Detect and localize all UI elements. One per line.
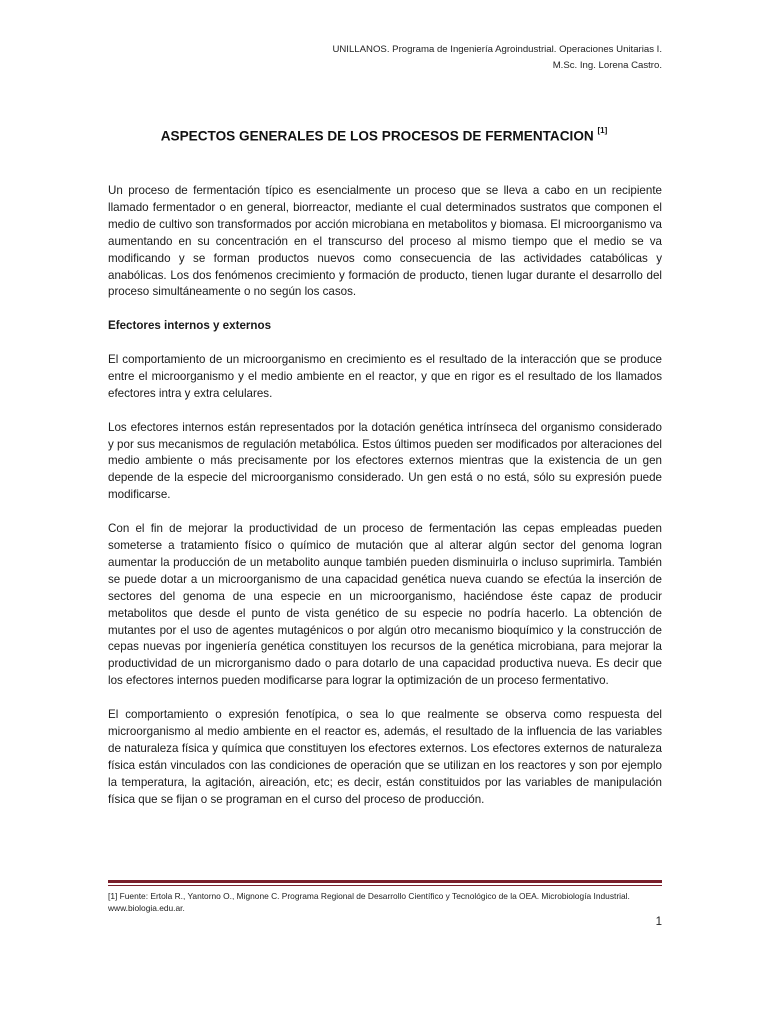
footnote-divider-thin	[108, 885, 662, 886]
paragraph-productivity: Con el fin de mejorar la productividad de un proceso de fermentación las cepas empleadas pueden someterse a tratamiento físico o químico de mutación que al alterar algún sector del genoma logran aumentar la producción de un metabolito aunque también pueden disminuirla o incluso suprimirla. También se puede dotar a un microorganismo de una capacidad genética nueva cuando se efectúa la inserción de sectores del genoma de una especie en un microorganismo, haciéndose éste capaz de producir metabolitos que desde el punto de vista genético de su especie no podría hacerlo. La obtención de mutantes por el uso de agentes mutagénicos o por algún otro mecanismo bioquímico y la construcción de cepas nuevas por ingeniería genética constituyen los recursos de la genética microbiana, para mejorar la productividad de un microrganismo dado o para dotarlo de una capacidad productiva nueva. Es decir que los efectores internos pueden modificarse para lograr la optimización de un proceso fermentativo.	[108, 522, 662, 688]
title-text: ASPECTOS GENERALES DE LOS PROCESOS DE FERMENTACION	[160, 128, 594, 144]
page-header	[332, 42, 662, 74]
paragraph-phenotypic-expression: El comportamiento o expresión fenotípica, o sea lo que realmente se observa como respuesta del microorganismo al medio ambiente en el reactor es, además, el resultado de la influencia de las variables de naturaleza física y química que constituyen los efectores externos. Los efectores externos de naturaleza física están vinculados con las condiciones de operación que se utilizan en los reactores y son por ejemplo la temperatura, la agitación, aireación, etc; es decir, están constituidos por las variables de manipulación física que se fijan o se programan en el curso del proceso de producción.	[108, 708, 662, 806]
page-number: 1	[655, 916, 662, 928]
paragraph-intro: Un proceso de fermentación típico es esencialmente un proceso que se lleva a cabo en un recipiente llamado fermentador o en general, biorreactor, mediante el cual determinados sustratos que componen el medio de cultivo son transformados por acción microbiana en metabolitos y biomasa. El microorganismo va aumentando en su concentración en el transcurso del proceso al mismo tiempo que el medio se va modificando y se forman productos nuevos como consecuencia de las actividades catabólicas y anabólicas. Los dos fenómenos crecimiento y formación de producto, tienen lugar durante el desarrollo del proceso simultáneamente o no según los casos.	[108, 184, 662, 299]
document-body	[108, 183, 662, 825]
footnote-divider-thick	[108, 880, 662, 883]
paragraph-internal-effectors: Los efectores internos están representados por la dotación genética intrínseca del organismo considerado y por sus mecanismos de regulación metabólica. Estos últimos pueden ser modificados por alteraciones del medio ambiente o más precisamente por los efectores externos mientras que la existencia de un gen depende de la especie del microorganismo considerado. Un gen está o no está, sólo su expresión puede modificarse.	[108, 420, 662, 502]
document-title	[0, 128, 768, 144]
header-line-author: M.Sc. Ing. Lorena Castro.	[552, 60, 662, 71]
section-heading: Efectores internos y externos	[108, 319, 272, 333]
footnote: [1] Fuente: Ertola R., Yantorno O., Mignone C. Programa Regional de Desarrollo Científico y Tecnológico de la OEA. Microbiología Industrial. www.biologia.edu.ar.	[108, 891, 630, 913]
paragraph-behavior: El comportamiento de un microorganismo en crecimiento es el resultado de la interacción que se produce entre el microorganismo y el medio ambiente en el reactor, y que en rigor es el resultado de los llamados efectores intra y extra celulares.	[108, 353, 662, 400]
header-line-institution: UNILLANOS. Programa de Ingeniería Agroindustrial. Operaciones Unitarias I.	[332, 44, 662, 55]
title-reference: [1]	[597, 126, 608, 135]
